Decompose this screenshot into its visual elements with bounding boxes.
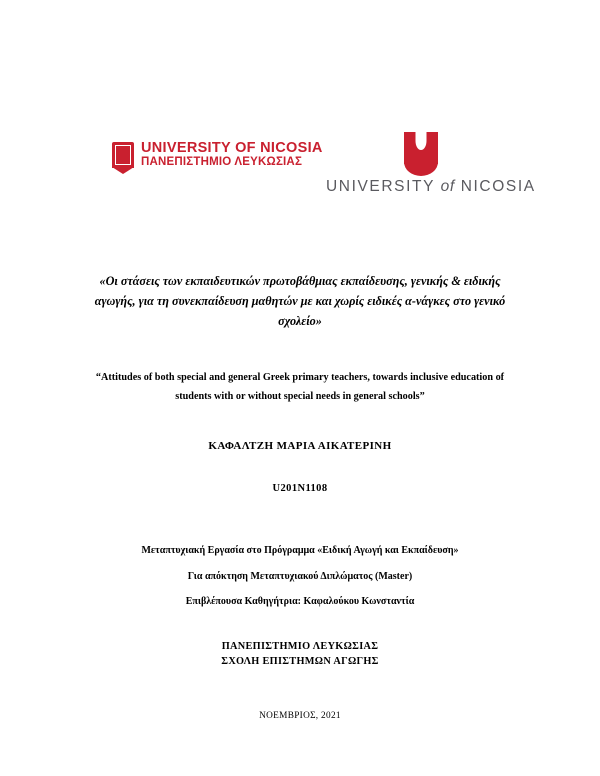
publication-date: ΝΟΕΜΒΡΙΟΣ, 2021	[259, 711, 341, 721]
program-details	[70, 538, 530, 615]
institution-block	[86, 640, 514, 670]
supervisor-line: Επιβλέπουσα Καθηγήτρια: Καφαλούκου Κωνσταντία	[185, 596, 415, 607]
shield-mark-icon	[404, 132, 438, 164]
logo-left-wordmark	[141, 140, 323, 169]
institution-name: ΠΑΝΕΠΙΣΤΗΜΙΟ ΛΕΥΚΩΣΙΑΣ	[221, 641, 379, 652]
thesis-title-greek: «Οι στάσεις των εκπαιδευτικών πρωτοβάθμιας εκπαίδευσης, γενικής & ειδικής αγωγής, για τη συνεκπαίδευση μαθητών με και χωρίς ειδικές α-νάγκες στο γενικό σχολείο»	[94, 274, 506, 328]
student-id: U201N1108	[272, 483, 328, 494]
program-line-1: Μεταπτυχιακή Εργασία στο Πρόγραμμα «Ειδική Αγωγή και Εκπαίδευση»	[141, 545, 459, 556]
logo-left-line1: UNIVERSITY OF NICOSIA	[141, 140, 323, 156]
thesis-title-english: “Attitudes of both special and general Greek primary teachers, towards inclusive education of students with or without special needs in general schools”	[95, 372, 505, 403]
institution-school: ΣΧΟΛΗ ΕΠΙΣΤΗΜΩΝ ΑΓΩΓΗΣ	[221, 655, 379, 667]
logo-right-wordmark	[326, 178, 536, 196]
logo-right-word-after: NICOSIA	[460, 178, 536, 195]
logo-left-line2: ΠΑΝΕΠΙΣΤΗΜΙΟ ΛΕΥΚΩΣΙΑΣ	[141, 156, 303, 169]
author-name: ΚΑΦΑΛΤΖΗ ΜΑΡΙΑ ΑΙΚΑΤΕΡΙΝΗ	[208, 440, 392, 452]
university-of-nicosia-logo-right	[326, 132, 536, 196]
program-line-2: Για απόκτηση Μεταπτυχιακού Διπλώματος (Master)	[187, 570, 413, 582]
logo-right-word-italic: of	[440, 178, 455, 195]
logo-row	[0, 132, 600, 198]
logo-right-word-before: UNIVERSITY	[326, 178, 435, 195]
university-of-nicosia-logo-left	[112, 140, 323, 169]
university-crest-icon	[112, 142, 134, 168]
